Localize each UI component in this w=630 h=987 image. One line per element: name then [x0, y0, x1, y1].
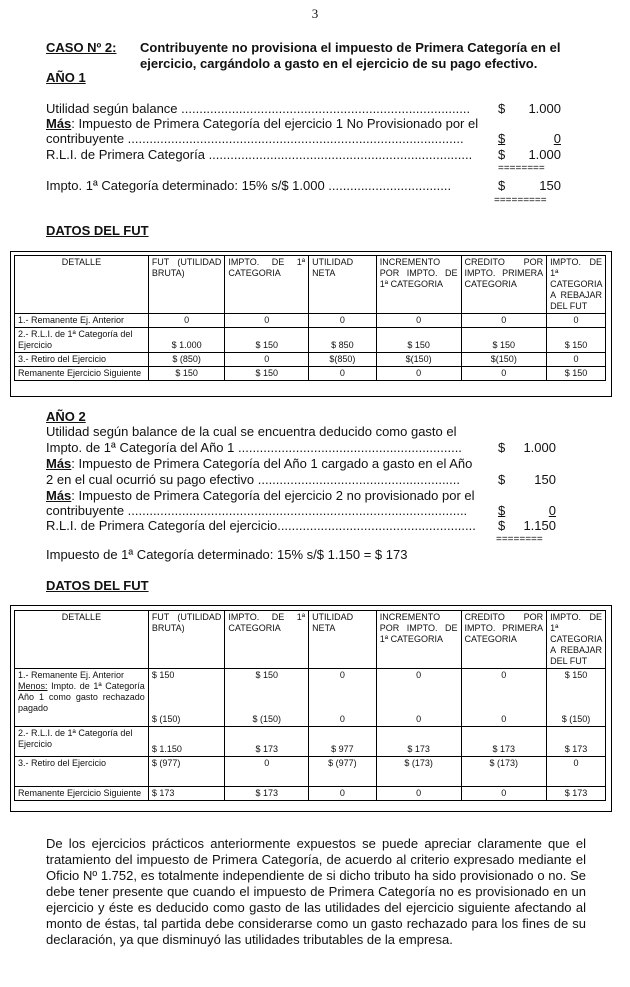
cell: $ 173 — [225, 727, 309, 757]
ano1-impto-label: Impto. 1ª Categoría determinado: 15% s/$ 1.000 .................................. — [46, 178, 452, 193]
table-row — [15, 367, 606, 381]
cell: 0 — [225, 314, 309, 328]
fut2-table — [14, 610, 606, 801]
ano2-amount-1: 1.000 — [523, 440, 556, 455]
cell: $ 1.150 — [148, 727, 225, 757]
fut1-header-impto: IMPTO. DE 1ª CATEGORIA — [225, 256, 309, 314]
fut1-r1-label: 1.- Remanente Ej. Anterior — [15, 314, 149, 328]
cell: $ 977 — [309, 727, 377, 757]
ano2-amount-3: 0 — [548, 503, 556, 518]
fut1-r4-label: Remanente Ejercicio Siguiente — [15, 367, 149, 381]
table-row — [15, 757, 606, 787]
fut2-r2-label: 2.- R.L.I. de 1ª Categoría del Ejercicio — [15, 727, 149, 757]
fut1-header-rebajar: IMPTO. DE 1ª CATEGORIA A REBAJAR DEL FUT — [547, 256, 606, 314]
cell-top: $ 150 — [564, 670, 588, 680]
ano1-dollar-3: $ — [498, 147, 506, 162]
cell-top: $ 150 — [255, 670, 278, 680]
table-row — [15, 787, 606, 801]
fut1-r2-label: 2.- R.L.I. de 1ª Categoría del Ejercicio — [15, 328, 149, 353]
ano1-mas-text: : Impuesto de Primera Categoría del ejercicio 1 No Provisionado por el — [71, 116, 479, 131]
ano2-separator: ======== — [496, 534, 543, 545]
table-row — [15, 353, 606, 367]
mas-label: Más — [46, 456, 72, 471]
fut2-r1-label — [15, 669, 149, 727]
fut2-r3-label: 3.- Retiro del Ejercicio — [15, 757, 149, 787]
cell: 0 — [309, 314, 377, 328]
cell: $ 150 — [148, 367, 225, 381]
cell-bottom: 0 — [416, 714, 422, 724]
cell-bottom: $ (150) — [561, 714, 591, 724]
cell: $ (173) — [376, 757, 461, 787]
cell: 0 — [376, 367, 461, 381]
fut1-heading: DATOS DEL FUT — [46, 223, 149, 238]
cell: $(150) — [461, 353, 547, 367]
cell: $ 150 — [225, 328, 309, 353]
ano1-dollar-2: $ — [498, 131, 506, 146]
ano2-mas-line-2 — [46, 488, 475, 503]
fut2-r1-label-menos: Menos: — [18, 681, 48, 691]
fut2-r4-label: Remanente Ejercicio Siguiente — [15, 787, 149, 801]
cell: $(850) — [309, 353, 377, 367]
ano2-amount-4: 1.150 — [523, 518, 556, 533]
cell: $ 173 — [461, 727, 547, 757]
fut2-r1-label-b: Impto. de 1ª Categoría Año 1 como gasto rechazado pagado — [18, 681, 145, 713]
fut2-header-rebajar: IMPTO. DE 1ª CATEGORIA A REBAJAR DEL FUT — [547, 611, 606, 669]
cell: $ 150 — [225, 367, 309, 381]
ano2-line-5: : Impuesto de Primera Categoría del ejercicio 2 no provisionado por el — [71, 488, 475, 503]
cell: 0 — [547, 353, 606, 367]
cell: $ 173 — [547, 787, 606, 801]
fut2-header-impto: IMPTO. DE 1ª CATEGORIA — [225, 611, 309, 669]
fut1-header-row — [15, 256, 606, 314]
cell: $ (977) — [148, 757, 225, 787]
cell: $ 173 — [225, 787, 309, 801]
ano1-mas-line — [46, 116, 478, 131]
cell: 0 — [547, 314, 606, 328]
cell: $ 150 — [461, 328, 547, 353]
ano2-line-4: 2 en el cual ocurrió su pago efectivo ........................................................ — [46, 472, 461, 487]
ano1-contrib-label: contribuyente ............................................................................................. — [46, 131, 464, 146]
cell-top: 0 — [501, 670, 507, 680]
caso-label: CASO Nº 2: — [46, 40, 117, 55]
cell-bottom: $ (150) — [252, 714, 281, 724]
ano2-line-7: R.L.I. de Primera Categoría del ejercicio....................................................... — [46, 518, 476, 533]
cell — [376, 669, 461, 727]
cell: 0 — [309, 367, 377, 381]
cell: 0 — [461, 314, 547, 328]
fut1-header-credito: CREDITO POR IMPTO. PRIMERA CATEGORIA — [461, 256, 547, 314]
ano1-rli-amount: 1.000 — [528, 147, 561, 162]
table-row — [15, 314, 606, 328]
cell — [547, 669, 606, 727]
fut2-header-utilidad: UTILIDAD NETA — [309, 611, 377, 669]
ano1-separator-2: ========= — [494, 195, 547, 206]
ano1-dollar-1: $ — [498, 101, 506, 116]
ano2-mas-line-1 — [46, 456, 472, 471]
fut2-header-detalle: DETALLE — [15, 611, 149, 669]
fut1-header-detalle: DETALLE — [15, 256, 149, 314]
mas-label: Más — [46, 116, 72, 131]
ano2-impto-line: Impuesto de 1ª Categoría determinado: 15% s/$ 1.150 = $ 173 — [46, 547, 408, 562]
cell: $ (977) — [309, 757, 377, 787]
ano2-amount-2: 150 — [534, 472, 556, 487]
cell: $ 173 — [148, 787, 225, 801]
cell-top: 0 — [416, 670, 422, 680]
table-row — [15, 727, 606, 757]
ano1-impto-amount: 150 — [539, 178, 561, 193]
ano2-dollar-3: $ — [498, 503, 506, 518]
cell: 0 — [376, 787, 461, 801]
ano1-utilidad-label: Utilidad según balance ................................................................................ — [46, 101, 471, 116]
ano1-heading: AÑO 1 — [46, 70, 86, 85]
cell: 0 — [461, 367, 547, 381]
ano2-line-3: : Impuesto de Primera Categoría del Año 1 cargado a gasto en el Año — [71, 456, 473, 471]
fut2-header-fut: FUT (UTILIDAD BRUTA) — [148, 611, 225, 669]
cell: 0 — [461, 787, 547, 801]
cell-top: $ 150 — [151, 670, 175, 680]
ano2-heading: AÑO 2 — [46, 409, 86, 424]
cell-bottom: 0 — [501, 714, 507, 724]
cell: $ (850) — [148, 353, 225, 367]
fut1-header-utilidad: UTILIDAD NETA — [309, 256, 377, 314]
cell: $ 150 — [547, 367, 606, 381]
ano2-line-6: contribuyente .............................................................................................. — [46, 503, 468, 518]
ano2-line-2: Impto. de 1ª Categoría del Año 1 .............................................................. — [46, 440, 462, 455]
fut2-header-credito: CREDITO POR IMPTO. PRIMERA CATEGORIA — [461, 611, 547, 669]
cell: 0 — [225, 757, 309, 787]
ano1-utilidad-amount: 1.000 — [528, 101, 561, 116]
cell: $ 1.000 — [148, 328, 225, 353]
cell: 0 — [148, 314, 225, 328]
page-number: 3 — [311, 6, 319, 21]
cell-top: 0 — [339, 670, 345, 680]
ano1-rli-label: R.L.I. de Primera Categoría ......................................................................... — [46, 147, 473, 162]
caso-title: Contribuyente no provisiona el impuesto de Primera Categoría en el ejercicio, cargándolo a gasto en el ejercicio de su pago efectivo. — [140, 40, 561, 71]
cell: $ 150 — [376, 328, 461, 353]
conclusion-paragraph: De los ejercicios prácticos anteriormente expuestos se puede apreciar claramente que el tratamiento del impuesto de Primera Categoría, de acuerdo al criterio expresado mediante el Oficio Nº 1.752, es totalmente independiente de si dicho tributo ha sido provisionado o no. Se debe tener presente que cuando el impuesto de Primera Categoría no es provisionado en un ejercicio y éste es deducido como gasto de las utilidades del ejercicio siguiente afectando al monto de éstas, tal partida debe considerarse como un gasto rechazado para los fines de su declaración, ya que disminuyó las utilidades tributables de la empresa. — [46, 836, 586, 947]
cell: $ 850 — [309, 328, 377, 353]
cell: $ (173) — [461, 757, 547, 787]
ano1-contrib-amount: 0 — [553, 131, 561, 146]
cell — [225, 669, 309, 727]
cell: 0 — [547, 757, 606, 787]
fut1-table — [14, 255, 606, 381]
cell: 0 — [376, 314, 461, 328]
cell — [148, 669, 225, 727]
table-row — [15, 669, 606, 727]
ano1-separator: ======== — [498, 163, 545, 174]
mas-label: Más — [46, 488, 72, 503]
fut2-header-incremento: INCREMENTO POR IMPTO. DE 1ª CATEGORIA — [376, 611, 461, 669]
cell: 0 — [309, 787, 377, 801]
table-row — [15, 328, 606, 353]
fut1-header-incremento: INCREMENTO POR IMPTO. DE 1ª CATEGORIA — [376, 256, 461, 314]
cell — [461, 669, 547, 727]
cell — [309, 669, 377, 727]
cell: $ 150 — [547, 328, 606, 353]
fut2-header-row — [15, 611, 606, 669]
cell-bottom: 0 — [339, 714, 345, 724]
cell: 0 — [225, 353, 309, 367]
fut2-heading: DATOS DEL FUT — [46, 578, 149, 593]
ano2-dollar-4: $ — [498, 518, 506, 533]
ano2-dollar-1: $ — [498, 440, 506, 455]
fut1-r3-label: 3.- Retiro del Ejercicio — [15, 353, 149, 367]
ano2-dollar-2: $ — [498, 472, 506, 487]
ano1-dollar-4: $ — [498, 178, 506, 193]
fut2-r1-label-a: 1.- Remanente Ej. Anterior — [18, 670, 125, 680]
cell: $(150) — [376, 353, 461, 367]
fut1-header-fut: FUT (UTILIDAD BRUTA) — [148, 256, 225, 314]
cell: $ 173 — [547, 727, 606, 757]
ano2-line-1: Utilidad según balance de la cual se encuentra deducido como gasto el — [46, 424, 457, 439]
cell-bottom: $ (150) — [151, 714, 181, 724]
cell: $ 173 — [376, 727, 461, 757]
